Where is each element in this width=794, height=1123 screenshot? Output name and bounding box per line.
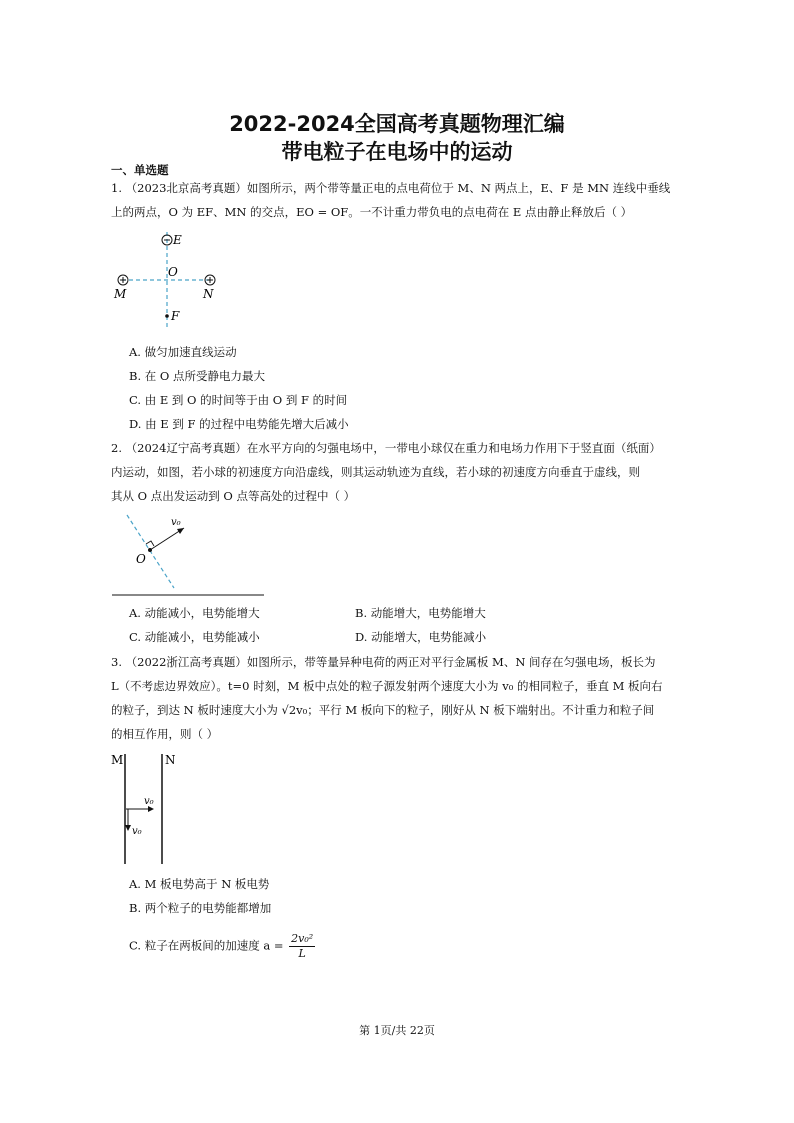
q1-option-d: D. 由 E 到 F 的过程中电势能先增大后减小 xyxy=(129,417,349,431)
section-heading: 一、单选题 xyxy=(111,163,169,177)
label-e: E xyxy=(173,233,182,247)
label-f: F xyxy=(171,309,180,323)
question-3-line-3: 的粒子，到达 N 板时速度大小为 √2v₀；平行 M 板向下的粒子，刚好从 N 板下端射出。不计重力和粒子间 xyxy=(111,703,655,717)
label-v0-down: v₀ xyxy=(132,826,142,837)
question-3-figure xyxy=(110,750,185,868)
right-angle-mark xyxy=(146,541,154,546)
q2-option-b: B. 动能增大，电势能增大 xyxy=(355,606,486,620)
label-v0-right: v₀ xyxy=(144,796,154,807)
page-title-line2: 带电粒子在电场中的运动 xyxy=(281,140,513,164)
point-f xyxy=(165,314,169,318)
question-2-figure xyxy=(112,510,267,600)
question-2-line-3: 其从 O 点出发运动到 O 点等高处的过程中（ ） xyxy=(111,489,356,503)
question-2-stem xyxy=(111,436,686,508)
fraction-denominator: L xyxy=(298,947,306,960)
q3-option-c-text: C. 粒子在两板间的加速度 a = xyxy=(129,938,284,953)
q2-option-d: D. 动能增大，电势能减小 xyxy=(355,630,487,644)
question-3-line-1: 3. （2022浙江高考真题）如图所示，带等量异种电荷的两正对平行金属板 M、N 间存在匀强电场，板长为 xyxy=(111,655,656,669)
question-3-stem xyxy=(111,650,686,746)
question-3-line-4: 的相互作用，则（ ） xyxy=(111,727,219,741)
label-plate-m: M xyxy=(111,753,124,767)
question-2-line-2: 内运动，如图，若小球的初速度方向沿虚线，则其运动轨迹为直线，若小球的初速度方向垂直于虚线，则 xyxy=(111,465,640,479)
q2-option-a: A. 动能减小，电势能增大 xyxy=(129,606,260,620)
point-o xyxy=(148,548,152,552)
q3-option-a: A. M 板电势高于 N 板电势 xyxy=(129,877,270,891)
label-plate-n: N xyxy=(165,753,176,767)
label-v0: v₀ xyxy=(171,517,181,528)
fraction-numerator: 2v₀² xyxy=(291,932,314,945)
question-2-line-1: 2. （2024辽宁高考真题）在水平方向的匀强电场中，一带电小球仅在重力和电场力作用下于竖直面（纸面） xyxy=(111,441,661,455)
page-title-line1: 2022-2024全国高考真题物理汇编 xyxy=(229,112,565,136)
question-1-line-2: 上的两点，O 为 EF、MN 的交点，EO = OF。一不计重力带负电的点电荷在 E 点由静止释放后（ ） xyxy=(111,205,633,219)
page-footer: 第 1页/共 22页 xyxy=(359,1024,435,1037)
label-o-2: O xyxy=(136,552,146,566)
q1-option-a: A. 做匀加速直线运动 xyxy=(129,345,237,359)
question-1-figure xyxy=(112,230,222,330)
q2-option-c: C. 动能减小，电势能减小 xyxy=(129,630,260,644)
acceleration-fraction xyxy=(289,932,315,961)
question-1-stem xyxy=(111,176,686,224)
q3-option-c xyxy=(129,932,315,961)
label-o: O xyxy=(168,265,178,279)
q3-option-b: B. 两个粒子的电势能都增加 xyxy=(129,901,272,915)
question-1-line-1: 1. （2023北京高考真题）如图所示，两个带等量正电的点电荷位于 M、N 两点上，E、F 是 MN 连线中垂线 xyxy=(111,181,671,195)
label-m: M xyxy=(114,287,127,301)
q1-option-c: C. 由 E 到 O 的时间等于由 O 到 F 的时间 xyxy=(129,393,348,407)
q1-option-b: B. 在 O 点所受静电力最大 xyxy=(129,369,265,383)
label-n: N xyxy=(203,287,214,301)
question-3-line-2: L（不考虑边界效应）。t=0 时刻，M 板中点处的粒子源发射两个速度大小为 v₀ 的相同粒子，垂直 M 板向右 xyxy=(111,679,663,693)
